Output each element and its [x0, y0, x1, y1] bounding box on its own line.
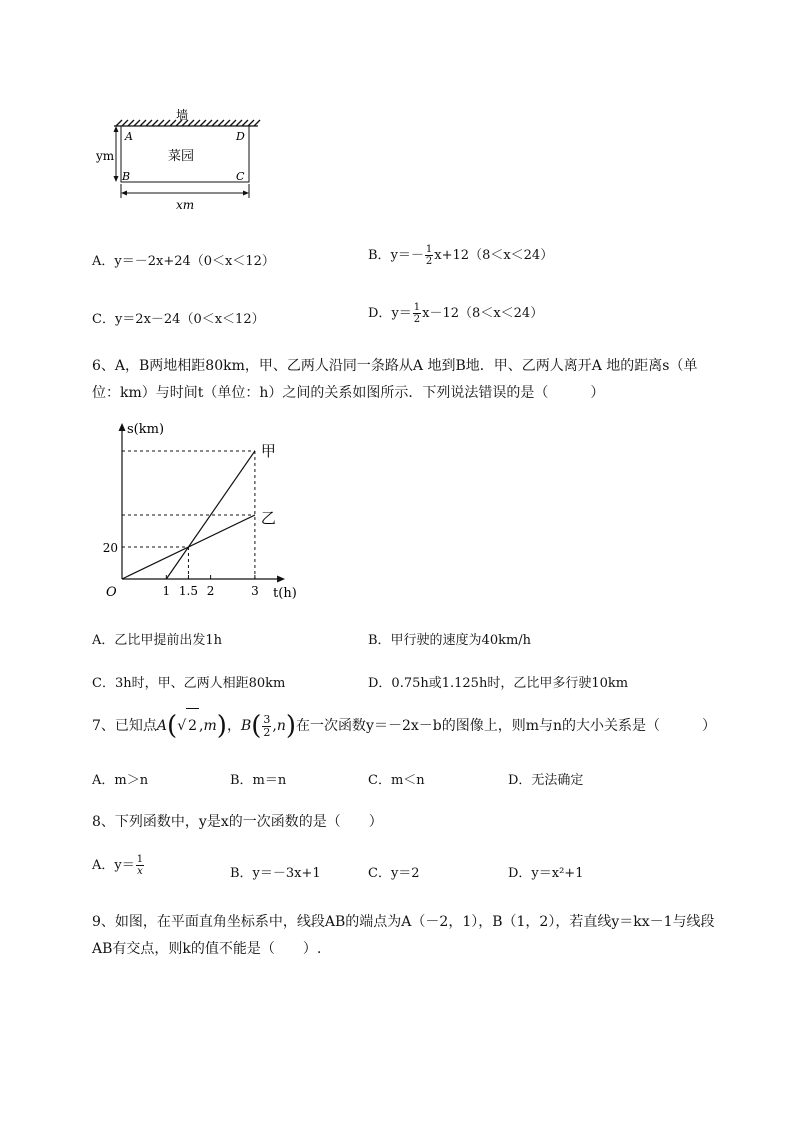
q7-paren-open-b: ( — [251, 711, 262, 741]
corner-a: A — [125, 130, 133, 143]
q5-b-den: 2 — [425, 256, 433, 267]
q7-point-a: A — [156, 718, 168, 734]
x-axis-arrow-icon — [277, 576, 285, 583]
q5-option-d[interactable] — [368, 302, 543, 325]
garden-label: 菜园 — [168, 149, 195, 164]
q5-d-suffix: x－12（8＜x＜24） — [422, 306, 544, 321]
origin-label: O — [106, 585, 117, 600]
q7-b-fraction — [262, 714, 271, 739]
arrow-left-icon — [121, 191, 127, 196]
q7-option-a[interactable]: A．m＞n — [92, 773, 149, 788]
q7-sep: ， — [226, 718, 241, 734]
arrow-up-icon — [114, 126, 119, 132]
q5-option-b[interactable] — [368, 244, 553, 267]
q8-option-b[interactable]: B．y＝－3x+1 — [230, 866, 321, 881]
q8-a-fraction — [136, 854, 144, 877]
q9-line2: AB有交点，则k的值不能是（ ）. — [92, 941, 322, 957]
q5-d-fraction — [413, 302, 421, 325]
q5-d-num: 1 — [413, 302, 421, 313]
q8-a-num: 1 — [136, 854, 144, 865]
q5-a-letter: A． — [92, 254, 115, 269]
q7-option-d[interactable]: D．无法确定 — [508, 773, 584, 788]
q7-number: 7、已知点 — [92, 718, 157, 734]
series-label-yi: 乙 — [260, 509, 276, 527]
q5-d-letter: D． — [368, 306, 392, 321]
y-axis-label: s(km) — [127, 422, 165, 437]
q7-rest: 在一次函数y＝－2x－b的图像上，则m与n的大小关系是（ ） — [296, 718, 716, 734]
corner-d: D — [236, 130, 245, 143]
q7-paren-close-a: ) — [216, 711, 227, 741]
arrow-right-icon — [243, 191, 249, 196]
series-label-jia: 甲 — [260, 442, 276, 460]
x-tick-label-3: 3 — [251, 584, 259, 598]
q5-b-fraction — [425, 244, 433, 267]
y-tick-label-0: 20 — [102, 541, 118, 555]
q7-stem: 7、已知点A(√ 2 ,m)，B( $\frac{3}{2}$ ,n)在一次函数y＝－2x－b的图像上，则m与n的大小关系是（ ） — [92, 708, 716, 743]
q8-stem: 8、下列函数中，y是x的一次函数的是（ ） — [92, 814, 383, 830]
q5-b-prefix: y＝－ — [390, 248, 424, 263]
q7-point-b: B — [240, 718, 252, 734]
distance-time-chart — [98, 422, 298, 606]
q5-c-letter: C． — [92, 312, 115, 327]
q7-option-b[interactable]: B．m＝n — [230, 773, 287, 788]
q5-b-num: 1 — [425, 244, 433, 255]
chart-layer — [103, 422, 297, 601]
series-line-jia — [166, 451, 255, 579]
q5-a-text: y＝－2x+24（0＜x＜12） — [114, 254, 275, 269]
q7-paren-close-b: ) — [285, 711, 297, 741]
q5-c-text: y＝2x－24（0＜x＜12） — [114, 312, 265, 327]
q6-option-b[interactable]: B．甲行驶的速度为40km/h — [368, 633, 532, 648]
y-axis-arrow-icon — [119, 423, 126, 431]
q8-option-d[interactable]: D．y＝x²+1 — [508, 866, 584, 881]
x-tick-label-2: 2 — [206, 584, 215, 598]
q6-option-d[interactable]: D．0.75h或1.125h时，乙比甲多行驶10km — [368, 676, 629, 691]
q7-sqrt-value: 2 — [186, 708, 199, 743]
q7-paren-open-a: ( — [167, 711, 178, 741]
q5-b-letter: B． — [368, 248, 391, 263]
q7-option-c[interactable]: C．m＜n — [368, 773, 425, 788]
q5-d-den: 2 — [413, 314, 421, 325]
q7-m: m — [203, 718, 217, 734]
q7-n: n — [276, 718, 286, 734]
x-tick-label-0: 1 — [162, 584, 171, 598]
q8-a-den: x — [137, 866, 143, 877]
q5-b-suffix: x+12（8＜x＜24） — [434, 248, 554, 263]
q5-option-c[interactable] — [92, 308, 265, 327]
wall-label: 墙 — [176, 108, 189, 122]
q9-line1: 9、如图，在平面直角坐标系中，线段AB的端点为A（－2，1），B（1，2），若直线y＝kx－1与线段 — [92, 914, 715, 930]
q6-option-c[interactable]: C．3h时，甲、乙两人相距80km — [92, 676, 286, 691]
x-axis-label: t(h) — [273, 586, 297, 601]
corner-b: B — [122, 170, 131, 183]
q8-a-prefix: A．y＝ — [92, 858, 135, 873]
corner-c: C — [236, 170, 245, 183]
y-dimension-label: ym — [96, 149, 115, 163]
q6-option-a[interactable]: A．乙比甲提前出发1h — [92, 633, 223, 648]
x-tick-label-1: 1.5 — [178, 584, 198, 598]
q5-option-a[interactable] — [92, 250, 275, 269]
q7-b-den: 2 — [263, 725, 271, 739]
x-dimension-label: xm — [176, 198, 195, 212]
q8-option-a[interactable] — [92, 854, 145, 877]
q8-option-c[interactable]: C．y＝2 — [368, 866, 420, 881]
q6-line1: 6、A，B两地相距80km，甲、乙两人沿同一条路从A 地到B地．甲、乙两人离开A 地的距离s（单 — [92, 358, 698, 374]
arrow-down-icon — [114, 176, 119, 182]
garden-figure — [96, 104, 271, 216]
sqrt-icon: √ — [177, 718, 187, 734]
q5-d-prefix: y＝ — [391, 306, 412, 321]
q7-b-num: 3 — [263, 712, 271, 726]
q6-line2: 位：km）与时间t（单位：h）之间的关系如图所示．下列说法错误的是（ ） — [92, 385, 605, 401]
